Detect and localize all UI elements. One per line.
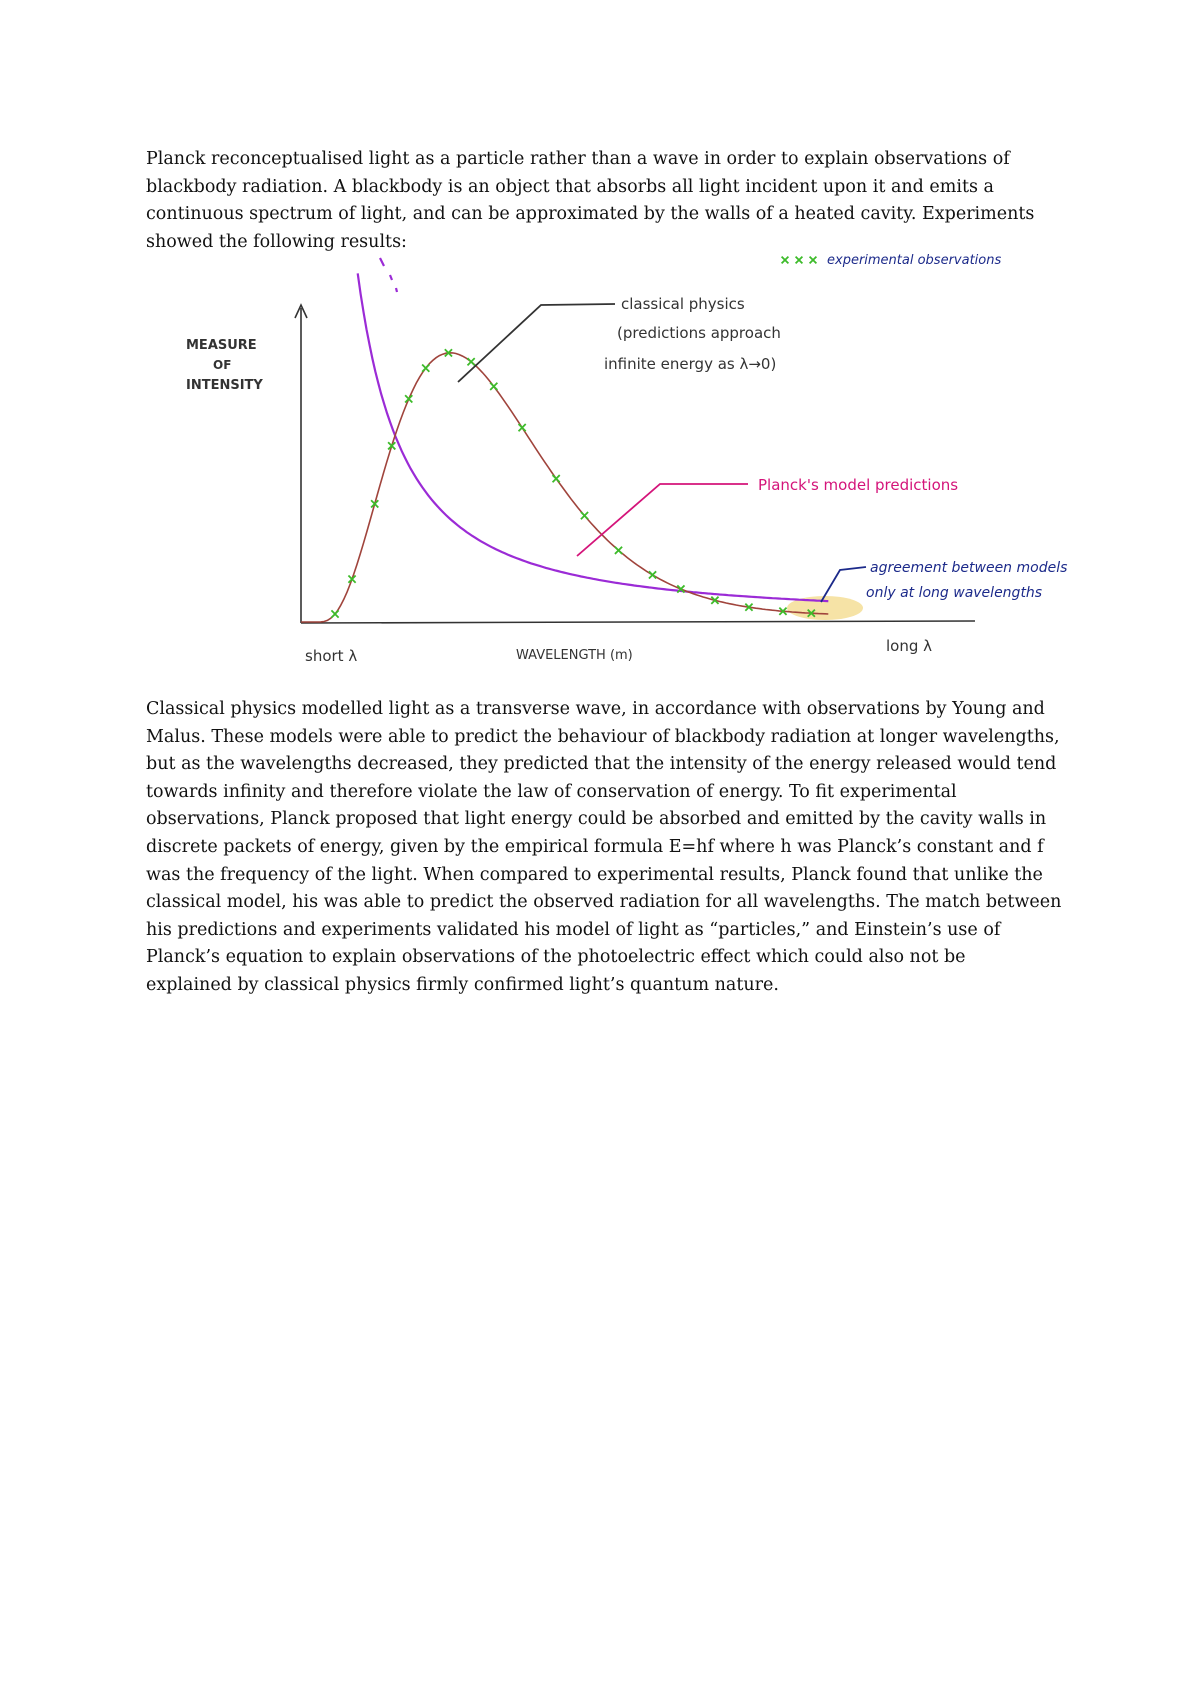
x-axis bbox=[301, 621, 975, 623]
observation-point bbox=[331, 610, 338, 617]
y-axis-label-line-3: INTENSITY bbox=[186, 378, 263, 393]
text-line: was the frequency of the light. When compared to experimental results, Planck found that unlike the bbox=[146, 864, 1043, 885]
legend-observation-marker bbox=[782, 257, 789, 264]
planck-label-leader bbox=[577, 484, 748, 556]
observation-point bbox=[615, 547, 622, 554]
classical-curve-dotted-extension bbox=[380, 258, 397, 292]
y-axis-label-line-1: MEASURE bbox=[186, 338, 257, 353]
classical-physics-note-line-1: (predictions approach bbox=[617, 324, 781, 342]
text-line: his predictions and experiments validated his model of light as “particles,” and Einstein’s use of bbox=[146, 919, 1001, 940]
text-line: continuous spectrum of light, and can be approximated by the walls of a heated cavity. Experiments bbox=[146, 204, 1035, 225]
blackbody-figure bbox=[0, 0, 1200, 700]
text-line: but as the wavelengths decreased, they predicted that the intensity of the energy released would tend bbox=[146, 754, 1057, 775]
observation-point bbox=[649, 571, 656, 578]
legend-observations-label: experimental observations bbox=[827, 253, 1002, 268]
x-axis-long-label: long λ bbox=[886, 637, 933, 655]
text-line: blackbody radiation. A blackbody is an object that absorbs all light incident upon it and emits a bbox=[146, 176, 994, 197]
y-axis-label-line-2: OF bbox=[213, 358, 232, 372]
classical-physics-note-line-2: infinite energy as λ→0) bbox=[604, 355, 777, 373]
planck-model-label: Planck's model predictions bbox=[758, 476, 959, 494]
legend-observation-markers bbox=[782, 257, 817, 264]
explanation-paragraph bbox=[146, 696, 1076, 1000]
text-line: observations, Planck proposed that light energy could be absorbed and emitted by the cavity walls in bbox=[146, 809, 1047, 830]
observation-point bbox=[468, 358, 475, 365]
classical-physics-label: classical physics bbox=[621, 295, 745, 313]
text-line: Malus. These models were able to predict the behaviour of blackbody radiation at longer wavelengths, bbox=[146, 726, 1060, 747]
text-line: towards infinity and therefore violate the law of conservation of energy. To fit experimental bbox=[146, 781, 957, 802]
text-line: discrete packets of energy, given by the empirical formula E=hf where h was Planck’s constant and f bbox=[146, 836, 1044, 857]
legend-observation-marker bbox=[796, 257, 803, 264]
text-line: classical model, his was able to predict the observed radiation for all wavelengths. The match between bbox=[146, 892, 1062, 913]
agreement-label-line-1: agreement between models bbox=[870, 560, 1068, 576]
agreement-label-line-2: only at long wavelengths bbox=[866, 585, 1043, 601]
classical-label-leader bbox=[458, 304, 615, 382]
observation-point bbox=[581, 512, 588, 519]
x-axis-label: WAVELENGTH (m) bbox=[516, 648, 633, 663]
observation-point bbox=[519, 424, 526, 431]
observation-point bbox=[490, 383, 497, 390]
text-line: Classical physics modelled light as a transverse wave, in accordance with observations by Young and bbox=[146, 699, 1045, 719]
observation-point bbox=[405, 395, 412, 402]
blackbody-diagram bbox=[0, 0, 1200, 700]
text-line: Planck reconceptualised light as a particle rather than a wave in order to explain observations of bbox=[146, 149, 1010, 169]
classical-physics-curve bbox=[358, 273, 829, 601]
text-line: Planck’s equation to explain observations of the photoelectric effect which could also not be bbox=[146, 947, 966, 968]
x-axis-short-label: short λ bbox=[305, 647, 358, 665]
observation-point bbox=[553, 475, 560, 482]
text-line: showed the following results: bbox=[146, 231, 407, 252]
observation-point bbox=[422, 365, 429, 372]
text-line: explained by classical physics firmly confirmed light’s quantum nature. bbox=[146, 974, 779, 995]
legend-observation-marker bbox=[810, 257, 817, 264]
